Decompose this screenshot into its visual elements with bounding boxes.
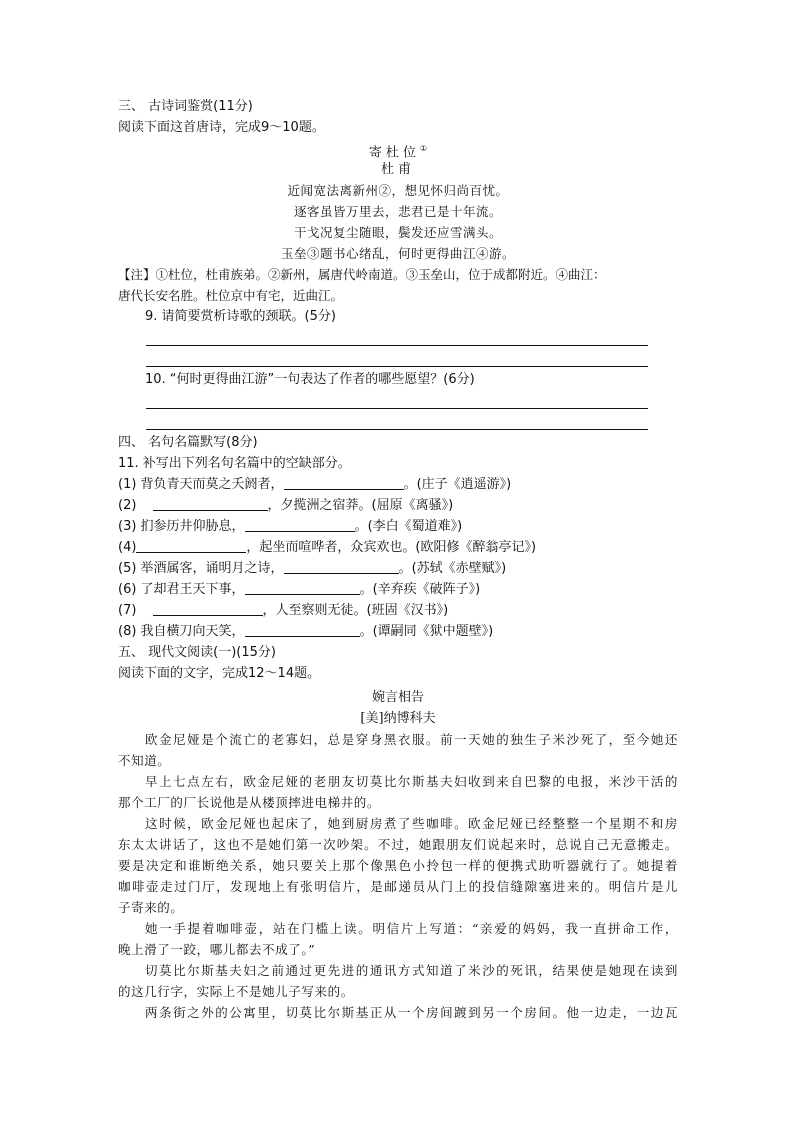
recite-blank-7[interactable]: [153, 602, 263, 616]
section3-heading: 三、 古诗词鉴赏(11分): [118, 99, 253, 114]
para6-line1: 两条街之外的公寓里，切莫比尔斯基正从一个房间踱到另一个房间。他一边走，一边瓦: [145, 1005, 678, 1020]
question-11: 11. 补写出下列名句名篇中的空缺部分。: [118, 456, 351, 471]
recite-item-4: [118, 537, 678, 558]
answer-line-10a[interactable]: [118, 390, 678, 411]
story-body: [118, 729, 678, 1023]
section5-heading: 五、 现代文阅读(一)(15分): [118, 645, 276, 660]
poem-note-line-2: 唐代长安名胜。杜位京中有宅，近曲江。: [118, 288, 344, 303]
recite-blank-3[interactable]: [245, 518, 355, 532]
recite-item-5: [118, 558, 678, 579]
recite-blank-6[interactable]: [245, 581, 360, 595]
recite-item-5-post: 。(苏轼《赤壁赋》): [398, 561, 507, 576]
poem-title: [118, 138, 678, 159]
para1-line1: 欧金尼娅是个流亡的老寡妇，总是穿身黑衣服。前一天她的独生子米沙死了，至今她还: [145, 732, 678, 747]
recite-item-2-post: ，夕揽洲之宿莽。(屈原《离骚》): [267, 498, 454, 513]
para4-line2: 晚上滑了一跤，哪儿都去不成了。”: [118, 942, 316, 957]
section4-heading: 四、 名句名篇默写(8分): [118, 435, 258, 450]
recite-item-4-post: ，起坐而喧哗者，众宾欢也。(欧阳修《醉翁亭记》): [246, 540, 537, 555]
recite-item-3-pre: (3) 扪参历井仰胁息，: [118, 519, 245, 534]
answer-line-9b[interactable]: [118, 348, 678, 369]
recite-blank-5[interactable]: [284, 560, 399, 574]
question-9: 9. 请简要赏析诗歌的颈联。(5分): [145, 309, 336, 324]
recite-item-7: [118, 600, 678, 621]
recite-item-5-pre: (5) 举酒属客，诵明月之诗，: [118, 561, 284, 576]
para3-line2: 东太太讲话了，这也不是她们第一次吵架。不过，她跟朋友们说起来时，总说自己无意搬走。: [118, 837, 678, 852]
document-page: [118, 96, 678, 1023]
question-10: 10. “何时更得曲江游”一句表达了作者的哪些愿望？(6分): [145, 372, 475, 387]
para3-line3: 要是决定和谁断绝关系，她只要关上那个像黑色小拎包一样的便携式助听器就行了。她提着: [118, 858, 678, 873]
para2-line1: 早上七点左右，欧金尼娅的老朋友切莫比尔斯基夫妇收到来自巴黎的电报，米沙干活的: [145, 774, 678, 789]
para2-line2: 那个工厂的厂长说他是从楼顶摔进电梯井的。: [118, 795, 381, 810]
poem-line-4: 玉垒③题书心绪乱，何时更得曲江④游。: [280, 246, 515, 261]
para3-line5: 子寄来的。: [118, 900, 184, 915]
recite-item-1: [118, 474, 678, 495]
recite-blank-1[interactable]: [284, 476, 404, 490]
recite-item-3: [118, 516, 678, 537]
recite-item-2-pre: (2): [118, 498, 141, 513]
recite-blank-8[interactable]: [245, 623, 360, 637]
para3-line1: 这时候，欧金尼娅也起床了，她到厨房煮了些咖啡。欧金尼娅已经整整一个星期不和房: [145, 816, 678, 831]
recite-item-3-post: 。(李白《蜀道难》): [354, 519, 463, 534]
poem-note-line-1: 【注】①杜位，杜甫族弟。②新州，属唐代岭南道。③玉垒山，位于成都附近。④曲江：: [118, 267, 606, 282]
poem-author: 杜甫: [380, 162, 415, 177]
recite-blank-4[interactable]: [136, 539, 246, 553]
story-author: [美]纳博科夫: [360, 711, 436, 726]
poem-title-text: 寄杜位: [368, 145, 420, 161]
answer-line-9a[interactable]: [118, 327, 678, 348]
answer-line-10b[interactable]: [118, 411, 678, 432]
recite-item-6: [118, 579, 678, 600]
recite-item-4-pre: (4): [118, 540, 137, 555]
para3-line4: 咖啡壶走过门厅，发现地上有张明信片，是邮递员从门上的投信缝隙塞进来的。明信片是儿: [118, 879, 678, 894]
recite-blank-2[interactable]: [153, 497, 268, 511]
section5-instruction: 阅读下面的文字，完成12～14题。: [118, 666, 321, 681]
recite-item-6-post: 。(辛弃疾《破阵子》): [359, 582, 481, 597]
recite-item-7-post: ，人至察则无徒。(班固《汉书》): [262, 603, 449, 618]
para5-line2: 的这几行字，实际上不是她儿子写来的。: [118, 984, 354, 999]
story-title: 婉言相告: [371, 690, 424, 705]
recite-item-1-post: 。(庄子《逍遥游》): [403, 477, 512, 492]
para5-line1: 切莫比尔斯基夫妇之前通过更先进的通讯方式知道了米沙的死讯，结果使是她现在读到: [145, 963, 678, 978]
poem-line-1: 近闻宽法离新州②，想见怀归尚百忧。: [287, 183, 509, 198]
recite-item-7-pre: (7): [118, 603, 141, 618]
recite-item-8-pre: (8) 我自横刀向天笑，: [118, 624, 245, 639]
para4-line1: 她一手提着咖啡壶，站在门槛上读。明信片上写道：“亲爱的妈妈，我一直拼命工作，: [145, 921, 678, 936]
recite-item-1-pre: (1) 背负青天而莫之夭阏者，: [118, 477, 284, 492]
recite-item-2: [118, 495, 678, 516]
recite-item-8: [118, 621, 678, 642]
para1-line2: 不知道。: [118, 753, 171, 768]
recite-item-8-post: 。(谭嗣同《狱中题壁》): [359, 624, 494, 639]
poem-title-note: ①: [419, 144, 428, 153]
section3-instruction: 阅读下面这首唐诗，完成9～10题。: [118, 120, 325, 135]
poem-line-2: 逐客虽皆万里去，悲君已是十年流。: [293, 204, 502, 219]
recite-item-6-pre: (6) 了却君王天下事，: [118, 582, 245, 597]
poem-line-3: 干戈况复尘随眼，鬓发还应雪满头。: [293, 225, 502, 240]
